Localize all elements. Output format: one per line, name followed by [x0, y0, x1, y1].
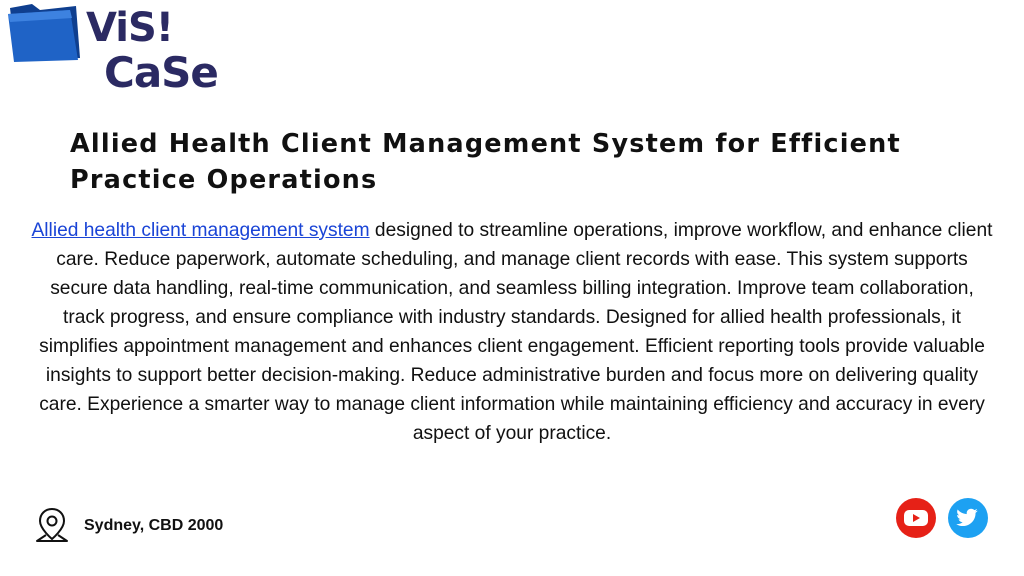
- page-title: Allied Health Client Management System for Efficient Practice Operations: [70, 129, 901, 195]
- description-paragraph: [30, 216, 994, 448]
- logo-text-bottom: CaSe: [104, 48, 218, 97]
- folder-icon: [6, 2, 86, 66]
- location-block: [34, 506, 223, 546]
- location-pin-icon: [34, 506, 70, 546]
- brand-logo[interactable]: [6, 2, 236, 102]
- twitter-icon[interactable]: [948, 498, 988, 538]
- social-links: [896, 498, 988, 538]
- description-text: designed to streamline operations, improve workflow, and enhance client care. Reduce paperwork, automate scheduling, and manage client records with ease. This system supports secure data handling, real-time communication, and seamless billing integration. Improve team collaboration, track progress, and ensure compliance with industry standards. Designed for allied health professionals, it simplifies appointment management and enhances client engagement. Efficient reporting tools provide valuable insights to support better decision-making. Reduce administrative burden and focus more on delivering quality care. Experience a smarter way to manage client information while maintaining efficiency and accuracy in every aspect of your practice.: [39, 220, 993, 444]
- location-text: Sydney, CBD 2000: [84, 517, 224, 534]
- system-link[interactable]: Allied health client management system: [31, 220, 370, 241]
- youtube-icon[interactable]: [896, 498, 936, 538]
- logo-text-top: ViS!: [86, 5, 174, 51]
